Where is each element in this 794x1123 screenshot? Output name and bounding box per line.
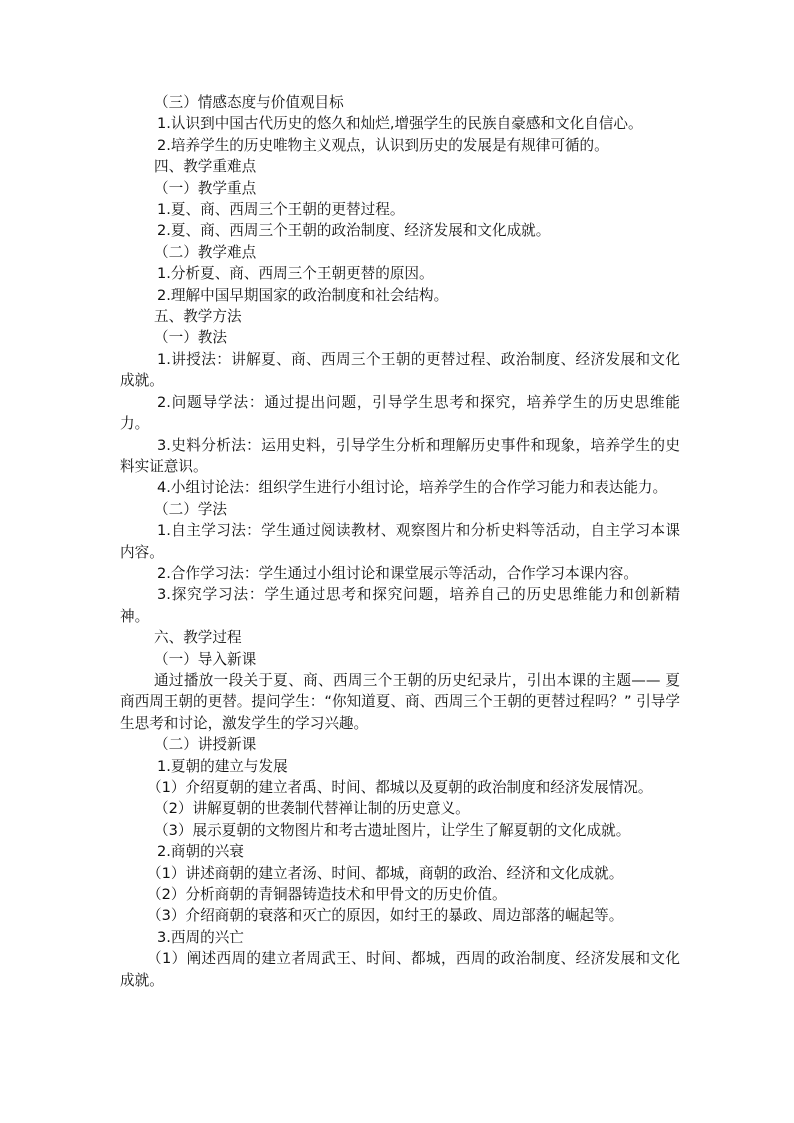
- paragraph: 2.夏、商、西周三个王朝的政治制度、经济发展和文化成就。: [157, 222, 551, 240]
- paragraph: （3）展示夏朝的文物图片和考古遗址图片，让学生了解夏朝的文化成就。: [154, 821, 631, 839]
- paragraph: （2）讲解夏朝的世袭制代替禅让制的历史意义。: [154, 800, 470, 818]
- paragraph: （一）导入新课: [154, 650, 257, 668]
- paragraph: 2.问题导学法：通过提出问题，引导学生思考和探究，培养学生的历史思维能力。: [120, 393, 680, 433]
- paragraph: （2）分析商朝的青铜器铸造技术和甲骨文的历史价值。: [147, 886, 507, 904]
- paragraph: 1.夏朝的建立与发展: [157, 757, 288, 775]
- paragraph: （二）讲授新课: [154, 736, 257, 754]
- paragraph: 通过播放一段关于夏、商、西周三个王朝的历史纪录片，引出本课的主题—— 夏商西周王朝的更替。提问学生：“你知道夏、商、西周三个王朝的更替过程吗？” 引导学生思考和讨论，激发学生的学习兴趣。: [120, 671, 680, 732]
- paragraph: 六、教学过程: [154, 629, 242, 647]
- paragraph: 2.培养学生的历史唯物主义观点，认识到历史的发展是有规律可循的。: [157, 136, 609, 154]
- paragraph: 4.小组讨论法：组织学生进行小组讨论，培养学生的合作学习能力和表达能力。: [157, 479, 668, 497]
- paragraph: （一）教学重点: [154, 179, 257, 197]
- paragraph: 1.分析夏、商、西周三个王朝更替的原因。: [157, 265, 434, 283]
- paragraph: 1.讲授法：讲解夏、商、西周三个王朝的更替过程、政治制度、经济发展和文化成就。: [120, 350, 680, 390]
- paragraph: 1.认识到中国古代历史的悠久和灿烂,增强学生的民族自豪感和文化自信心。: [157, 115, 643, 133]
- paragraph: （1）讲述商朝的建立者汤、时间、都城，商朝的政治、经济和文化成就。: [147, 864, 624, 882]
- paragraph: 2.合作学习法：学生通过小组讨论和课堂展示等活动，合作学习本课内容。: [157, 564, 638, 582]
- paragraph: 2.商朝的兴衰: [157, 843, 244, 861]
- paragraph: 四、教学重难点: [154, 158, 257, 176]
- paragraph: （二）教学难点: [154, 243, 257, 261]
- paragraph: （二）学法: [154, 500, 227, 518]
- paragraph: 五、教学方法: [154, 308, 242, 326]
- paragraph: （1）阐述西周的建立者周武王、时间、都城，西周的政治制度、经济发展和文化成就。: [120, 950, 680, 989]
- paragraph: 1.自主学习法：学生通过阅读教材、观察图片和分析史料等活动，自主学习本课内容。: [120, 522, 680, 561]
- document-page: [120, 92, 680, 991]
- paragraph: 1.夏、商、西周三个王朝的更替过程。: [157, 201, 405, 219]
- paragraph: （一）教法: [154, 329, 227, 347]
- paragraph: （1）介绍夏朝的建立者禹、时间、都城以及夏朝的政治制度和经济发展情况。: [147, 779, 653, 796]
- paragraph: 3.西周的兴亡: [157, 928, 244, 946]
- paragraph: （3）介绍商朝的衰落和灭亡的原因，如纣王的暴政、周边部落的崛起等。: [147, 907, 624, 925]
- paragraph: 2.理解中国早期国家的政治制度和社会结构。: [157, 286, 449, 304]
- paragraph: （三）情感态度与价值观目标: [154, 94, 344, 111]
- paragraph: 3.探究学习法：学生通过思考和探究问题，培养自己的历史思维能力和创新精神。: [120, 586, 680, 625]
- paragraph: 3.史料分析法：运用史料，引导学生分析和理解历史事件和现象，培养学生的史料实证意识。: [120, 436, 680, 475]
